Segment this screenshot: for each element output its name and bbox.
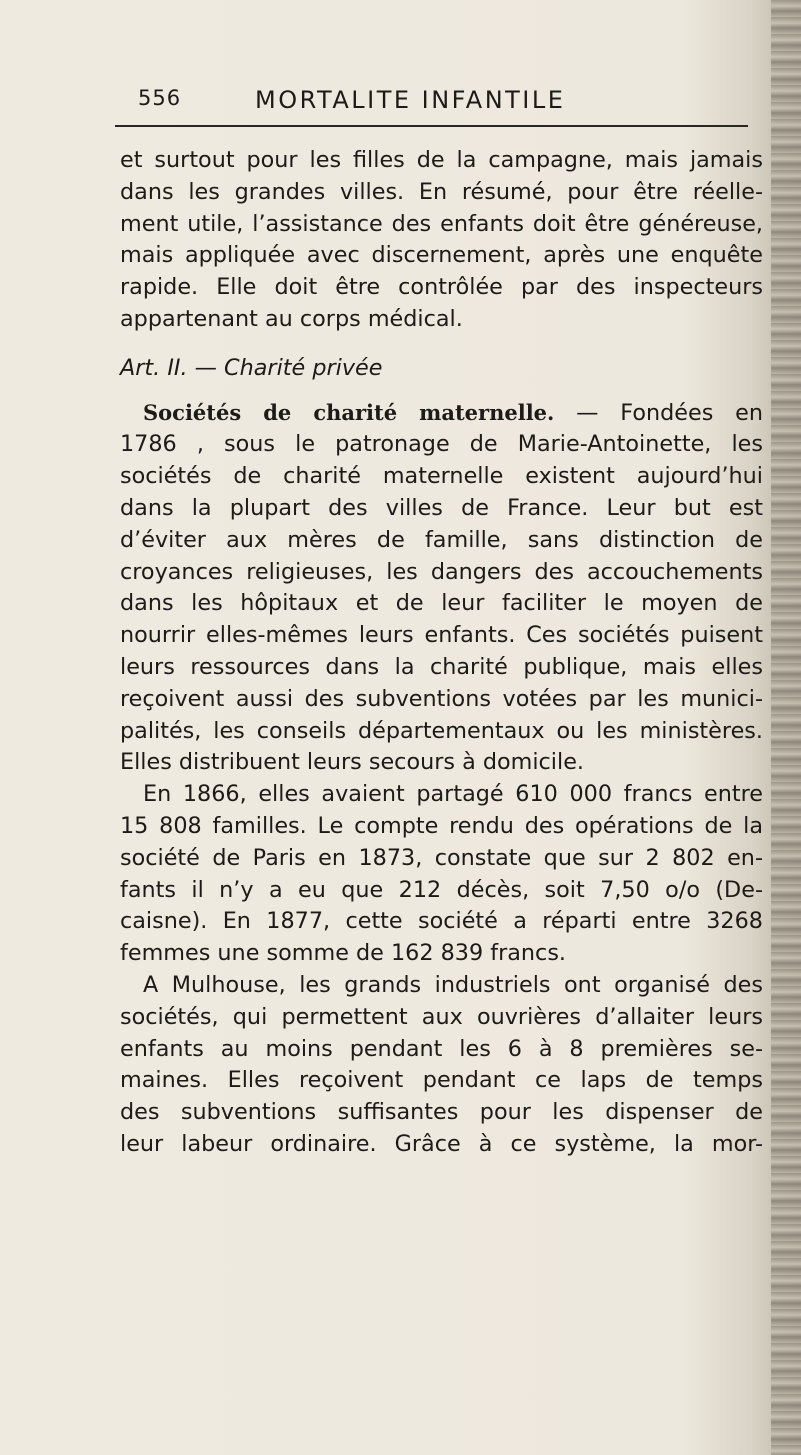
text-line: fants il n’y a eu que 212 décès, soit 7,50 o/o (De-	[120, 876, 763, 903]
text-line: appartenant au corps médical.	[120, 305, 463, 332]
text-line: 15 808 familles. Le compte rendu des opérations de la	[120, 812, 763, 839]
text-line: des subventions suffisantes pour les dispenser de	[120, 1099, 763, 1126]
text-line: 1786 , sous le patronage de Marie-Antoinette, les	[120, 431, 763, 458]
text-line: dans la plupart des villes de France. Leur but est	[120, 494, 763, 521]
text-line: sociétés de charité maternelle existent aujourd’hui	[120, 463, 763, 490]
text-line: enfants au moins pendant les 6 à 8 premières se-	[120, 1035, 763, 1062]
paragraph-4	[120, 970, 763, 1161]
paragraph-lead-in: Sociétés de charité maternelle.	[143, 399, 555, 425]
text-line: dans les grandes villes. En résumé, pour être réelle-	[120, 178, 763, 205]
text-line: leurs ressources dans la charité publique, mais elles	[120, 653, 763, 680]
text-fragment: — Fondées en	[554, 399, 763, 426]
page-number: 556	[138, 86, 182, 110]
text-line: En 1866, elles avaient partagé 610 000 francs entre	[143, 781, 763, 808]
header-rule	[115, 125, 748, 127]
paragraph-1	[120, 145, 763, 336]
page-binding-edge	[771, 0, 801, 1455]
section-heading: Art. II. — Charité privée	[120, 354, 383, 381]
text-line: croyances religieuses, les dangers des accouchements	[120, 558, 763, 585]
body-text	[120, 145, 763, 1161]
text-line	[120, 397, 763, 430]
text-line: et surtout pour les filles de la campagne, mais jamais	[120, 147, 763, 173]
text-line: maines. Elles reçoivent pendant ce laps de temps	[120, 1067, 763, 1094]
text-line: palités, les conseils départementaux ou les ministères.	[120, 717, 763, 744]
text-line: sociétés, qui permettent aux ouvrières d’allaiter leurs	[120, 1003, 763, 1030]
text-line: reçoivent aussi des subventions votées par les munici-	[120, 685, 763, 712]
running-title: MORTALITE INFANTILE	[255, 86, 566, 114]
paragraph-2	[120, 397, 763, 780]
text-line: rapide. Elle doit être contrôlée par des inspecteurs	[120, 274, 763, 301]
text-line: mais appliquée avec discernement, après une enquête	[120, 242, 763, 269]
text-line: dans les hôpitaux et de leur faciliter le moyen de	[120, 590, 763, 617]
text-line: Elles distribuent leurs secours à domicile.	[120, 749, 584, 776]
text-line: leur labeur ordinaire. Grâce à ce système, la mor-	[120, 1130, 763, 1157]
running-header	[138, 86, 738, 122]
text-line: femmes une somme de 162 839 francs.	[120, 940, 567, 967]
text-line: d’éviter aux mères de famille, sans distinction de	[120, 526, 763, 553]
text-line: A Mulhouse, les grands industriels ont organisé des	[143, 971, 763, 998]
text-line: ment utile, l’assistance des enfants doit être généreuse,	[120, 210, 763, 237]
text-line: société de Paris en 1873, constate que sur 2 802 en-	[120, 844, 763, 871]
text-line: nourrir elles-mêmes leurs enfants. Ces sociétés puisent	[120, 622, 763, 649]
paragraph-3	[120, 779, 763, 970]
text-line: caisne). En 1877, cette société a réparti entre 3268	[120, 908, 763, 935]
